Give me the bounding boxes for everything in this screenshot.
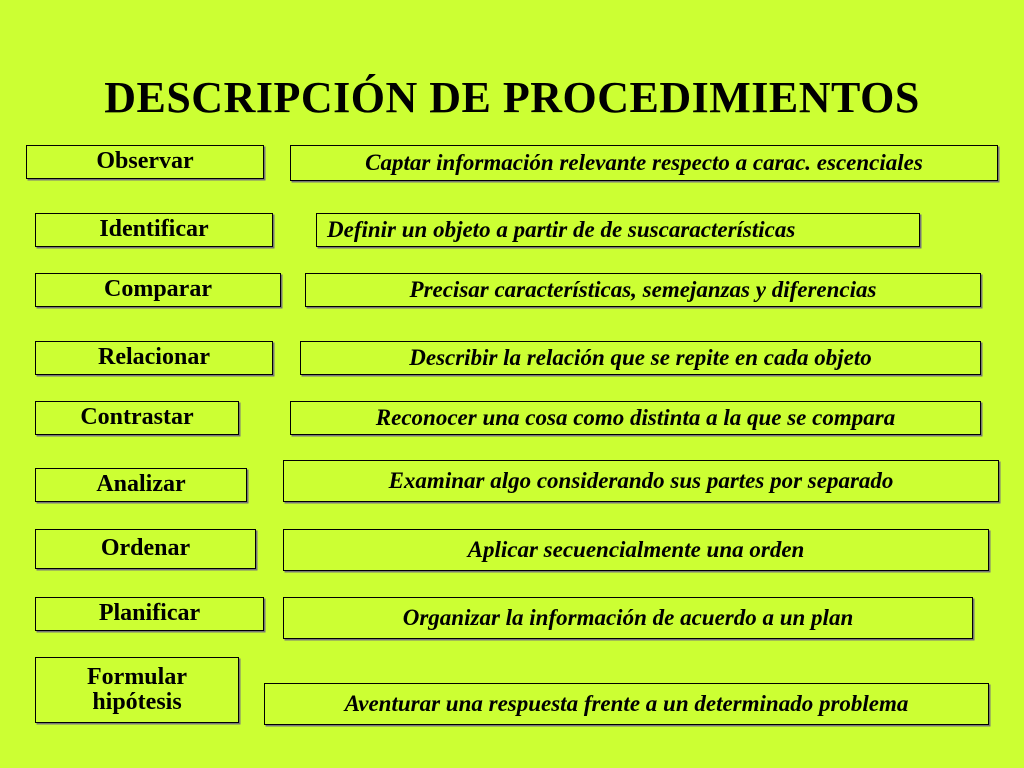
term-formular-line2: hipótesis xyxy=(92,689,182,715)
term-observar: Observar xyxy=(26,145,264,179)
desc-identificar: Definir un objeto a partir de de suscaracterísticas xyxy=(316,213,920,247)
page-title: DESCRIPCIÓN DE PROCEDIMIENTOS xyxy=(104,73,920,122)
term-ordenar: Ordenar xyxy=(35,529,256,569)
term-planificar: Planificar xyxy=(35,597,264,631)
desc-formular-hipotesis: Aventurar una respuesta frente a un determinado problema xyxy=(264,683,989,725)
term-analizar: Analizar xyxy=(35,468,247,502)
desc-analizar: Examinar algo considerando sus partes por separado xyxy=(283,460,999,502)
term-contrastar: Contrastar xyxy=(35,401,239,435)
desc-relacionar: Describir la relación que se repite en cada objeto xyxy=(300,341,981,375)
desc-comparar: Precisar características, semejanzas y diferencias xyxy=(305,273,981,307)
desc-contrastar: Reconocer una cosa como distinta a la que se compara xyxy=(290,401,981,435)
term-formular-line1: Formular xyxy=(87,663,187,690)
desc-planificar: Organizar la información de acuerdo a un plan xyxy=(283,597,973,639)
desc-observar: Captar información relevante respecto a carac. escenciales xyxy=(290,145,998,181)
term-relacionar: Relacionar xyxy=(35,341,273,375)
term-formular-hipotesis xyxy=(35,657,239,723)
term-identificar: Identificar xyxy=(35,213,273,247)
desc-ordenar: Aplicar secuencialmente una orden xyxy=(283,529,989,571)
term-comparar: Comparar xyxy=(35,273,281,307)
